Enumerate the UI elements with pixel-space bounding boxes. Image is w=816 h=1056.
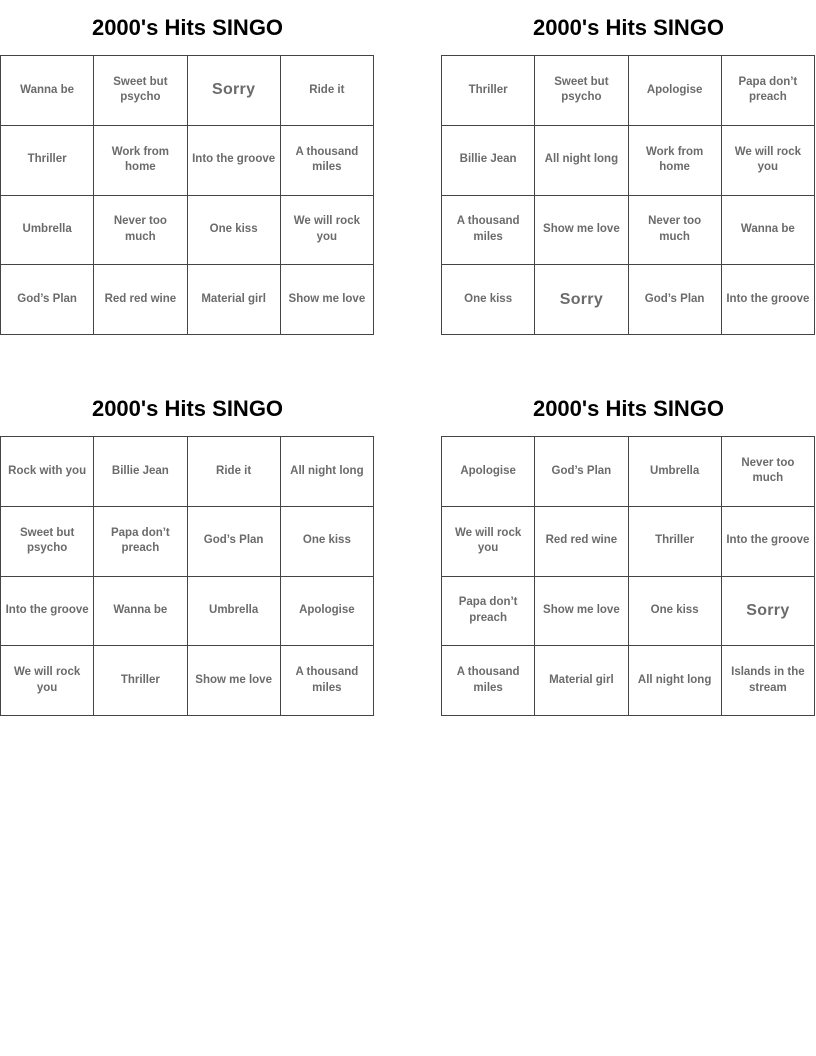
grid-cell: One kiss <box>628 576 721 646</box>
grid-cell: We will rock you <box>721 125 814 195</box>
card-title: 2000's Hits SINGO <box>91 396 284 421</box>
card-title: 2000's Hits SINGO <box>532 396 725 421</box>
grid-row <box>442 506 815 576</box>
grid-cell: God’s Plan <box>628 265 721 335</box>
grid-row <box>442 195 815 265</box>
grid-cell: Work from home <box>94 125 187 195</box>
grid-cell: God’s Plan <box>187 506 280 576</box>
grid-cell: We will rock you <box>442 506 535 576</box>
grid-cell: Islands in the stream <box>721 646 814 716</box>
card-title: 2000's Hits SINGO <box>91 15 284 40</box>
bingo-card-3 <box>0 381 375 717</box>
bingo-card-4 <box>441 381 816 717</box>
grid-cell: Red red wine <box>94 265 187 335</box>
grid-cell: Wanna be <box>1 56 94 126</box>
bingo-grid <box>0 55 374 335</box>
grid-cell: Never too much <box>628 195 721 265</box>
grid-row <box>1 576 374 646</box>
grid-cell: Rock with you <box>1 437 94 507</box>
grid-cell: Sweet but psycho <box>94 56 187 126</box>
grid-row <box>442 576 815 646</box>
grid-cell: Wanna be <box>94 576 187 646</box>
grid-cell: Umbrella <box>628 437 721 507</box>
grid-row <box>442 265 815 335</box>
grid-row <box>1 265 374 335</box>
grid-cell: All night long <box>280 437 373 507</box>
grid-cell: All night long <box>628 646 721 716</box>
grid-cell: Billie Jean <box>442 125 535 195</box>
grid-cell: Thriller <box>94 646 187 716</box>
card-title: 2000's Hits SINGO <box>532 15 725 40</box>
grid-cell: Papa don’t preach <box>442 576 535 646</box>
grid-row <box>1 56 374 126</box>
grid-cell: Sweet but psycho <box>535 56 628 126</box>
grid-cell: God’s Plan <box>1 265 94 335</box>
grid-cell: Sorry <box>187 56 280 126</box>
grid-cell: A thousand miles <box>280 646 373 716</box>
grid-cell: Work from home <box>628 125 721 195</box>
grid-cell: Show me love <box>187 646 280 716</box>
grid-cell: Material girl <box>535 646 628 716</box>
grid-cell: God’s Plan <box>535 437 628 507</box>
grid-cell: Umbrella <box>1 195 94 265</box>
grid-cell: We will rock you <box>1 646 94 716</box>
grid-cell: A thousand miles <box>280 125 373 195</box>
grid-cell: One kiss <box>442 265 535 335</box>
grid-cell: One kiss <box>280 506 373 576</box>
grid-cell: A thousand miles <box>442 195 535 265</box>
grid-cell: Into the groove <box>721 506 814 576</box>
bingo-grid <box>441 436 815 716</box>
bingo-grid <box>0 436 374 716</box>
grid-cell: A thousand miles <box>442 646 535 716</box>
grid-cell: Papa don’t preach <box>94 506 187 576</box>
grid-cell: We will rock you <box>280 195 373 265</box>
grid-cell: Show me love <box>535 576 628 646</box>
grid-cell: All night long <box>535 125 628 195</box>
grid-cell: Ride it <box>280 56 373 126</box>
grid-cell: Ride it <box>187 437 280 507</box>
grid-cell: Never too much <box>94 195 187 265</box>
grid-cell: Thriller <box>628 506 721 576</box>
grid-cell: Apologise <box>628 56 721 126</box>
grid-row <box>442 125 815 195</box>
grid-cell: Sorry <box>721 576 814 646</box>
grid-cell: Show me love <box>535 195 628 265</box>
bingo-card-2 <box>441 0 816 336</box>
grid-cell: One kiss <box>187 195 280 265</box>
grid-cell: Apologise <box>442 437 535 507</box>
grid-row <box>1 125 374 195</box>
grid-cell: Into the groove <box>187 125 280 195</box>
grid-cell: Billie Jean <box>94 437 187 507</box>
grid-row <box>1 437 374 507</box>
grid-cell: Papa don’t preach <box>721 56 814 126</box>
grid-cell: Into the groove <box>1 576 94 646</box>
grid-cell: Sweet but psycho <box>1 506 94 576</box>
grid-cell: Sorry <box>535 265 628 335</box>
grid-cell: Thriller <box>1 125 94 195</box>
grid-row <box>442 646 815 716</box>
grid-cell: Into the groove <box>721 265 814 335</box>
bingo-grid <box>441 55 815 335</box>
grid-row <box>442 56 815 126</box>
grid-cell: Apologise <box>280 576 373 646</box>
grid-cell: Red red wine <box>535 506 628 576</box>
grid-cell: Wanna be <box>721 195 814 265</box>
grid-cell: Thriller <box>442 56 535 126</box>
grid-row <box>1 506 374 576</box>
grid-row <box>442 437 815 507</box>
grid-cell: Never too much <box>721 437 814 507</box>
grid-row <box>1 646 374 716</box>
grid-cell: Umbrella <box>187 576 280 646</box>
grid-row <box>1 195 374 265</box>
grid-cell: Show me love <box>280 265 373 335</box>
bingo-card-1 <box>0 0 375 336</box>
grid-cell: Material girl <box>187 265 280 335</box>
